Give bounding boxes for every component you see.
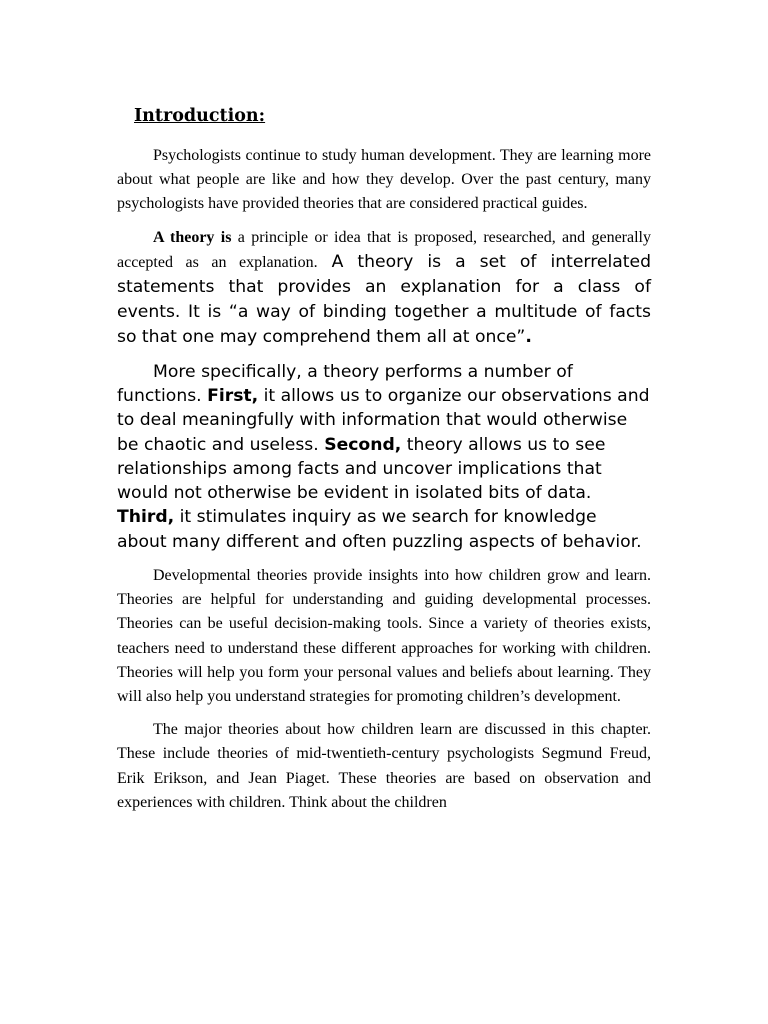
- theory-sans-end: .: [525, 327, 532, 348]
- theory-bold-lead: A theory is: [153, 228, 232, 246]
- functions-text-1: More specifically, a theory performs a number of functions.: [117, 361, 573, 406]
- paragraph-psychologists: Psychologists continue to study human development. They are learning more about what people are like and how they develop. Over the past century, many psychologists have provided theories that are considered practical guides.: [117, 147, 651, 213]
- functions-third: Third,: [117, 507, 175, 528]
- paragraph-functions: [117, 360, 651, 554]
- functions-text-2: it allows us to organize our observations and to deal meaningfully with information that would otherwise be chaotic and useless.: [117, 385, 650, 455]
- functions-text-3: theory allows us to see relationships among facts and uncover implications that would not otherwise be evident in isolated bits of data.: [117, 434, 606, 504]
- theory-serif-text: a principle or idea that is proposed, researched, and generally accepted as an explanation.: [117, 228, 651, 271]
- paragraph-developmental-theories: Developmental theories provide insights into how children grow and learn. Theories are helpful for understanding and guiding developmental processes. Theories can be useful decision-making tools. Since a variety of theories exists, teachers need to understand these different approaches for working with children. Theories will help you form your personal values and beliefs about learning. They will also help you understand strategies for promoting children’s development.: [117, 567, 651, 706]
- theory-sans-text: A theory is a set of interrelated statements that provides an explanation for a class of events. It is “a way of binding together a multitude of facts so that one may comprehend them all at once”: [117, 251, 651, 348]
- introduction-heading: Introduction:: [134, 106, 266, 126]
- functions-second: Second,: [324, 434, 402, 455]
- paragraph-major-theories: The major theories about how children learn are discussed in this chapter. These include theories of mid-twentieth-century psychologists Segmund Freud, Erik Erikson, and Jean Piaget. These theories are based on observation and experiences with children. Think about the children: [117, 721, 651, 811]
- paragraph-theory-definition: [117, 226, 651, 351]
- functions-first: First,: [207, 385, 259, 406]
- document-page: [117, 104, 651, 815]
- functions-text-4: it stimulates inquiry as we search for knowledge about many different and often puzzling aspects of behavior.: [117, 507, 642, 552]
